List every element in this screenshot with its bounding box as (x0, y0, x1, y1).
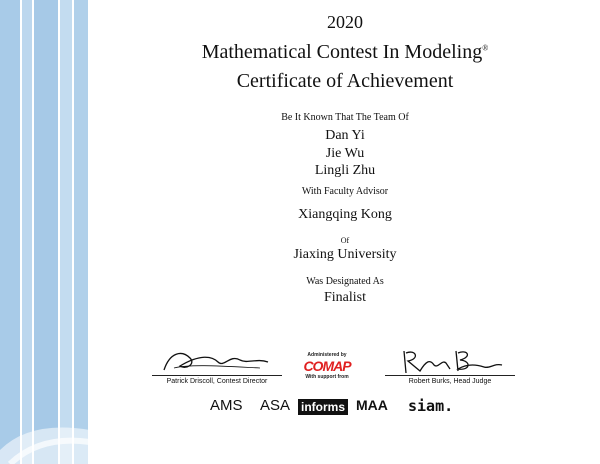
intro-text: Be It Known That The Team Of (281, 112, 409, 123)
administered-by-text: Administered by (307, 352, 347, 358)
of-label: Of (340, 236, 350, 245)
contest-name-text: Mathematical Contest In Modeling (201, 41, 483, 63)
team-member: Lingli Zhu (314, 163, 376, 178)
decorative-stripes (0, 0, 90, 464)
team-member: Dan Yi (325, 128, 365, 143)
award-title: Finalist (323, 290, 366, 305)
advisor-name: Xiangqing Kong (298, 207, 392, 222)
registered-mark: ® (482, 43, 489, 53)
siam-logo: siam. (408, 397, 454, 415)
signature-line (152, 375, 282, 376)
swoosh-graphic (0, 380, 90, 464)
advisor-intro: With Faculty Advisor (301, 186, 389, 197)
year: 2020 (327, 12, 363, 32)
ams-logo: AMS (210, 397, 243, 414)
comap-logo (295, 352, 359, 380)
certificate-title: Certificate of Achievement (236, 70, 454, 92)
informs-logo: informs (298, 399, 348, 415)
director-signature (160, 348, 272, 374)
asa-logo: ASA (260, 397, 291, 414)
judge-caption: Robert Burks, Head Judge (408, 378, 492, 385)
sponsor-logos (200, 397, 470, 419)
contest-name (90, 41, 600, 64)
support-text: With support from (305, 374, 349, 380)
director-caption: Patrick Driscoll, Contest Director (166, 378, 268, 385)
designation-intro: Was Designated As (306, 276, 384, 287)
team-member: Jie Wu (325, 146, 365, 161)
signature-line (385, 375, 515, 376)
maa-logo: MAA (356, 397, 388, 413)
university-name: Jiaxing University (293, 247, 397, 262)
judge-signature (398, 347, 506, 377)
comap-wordmark: COMAP (303, 358, 351, 374)
